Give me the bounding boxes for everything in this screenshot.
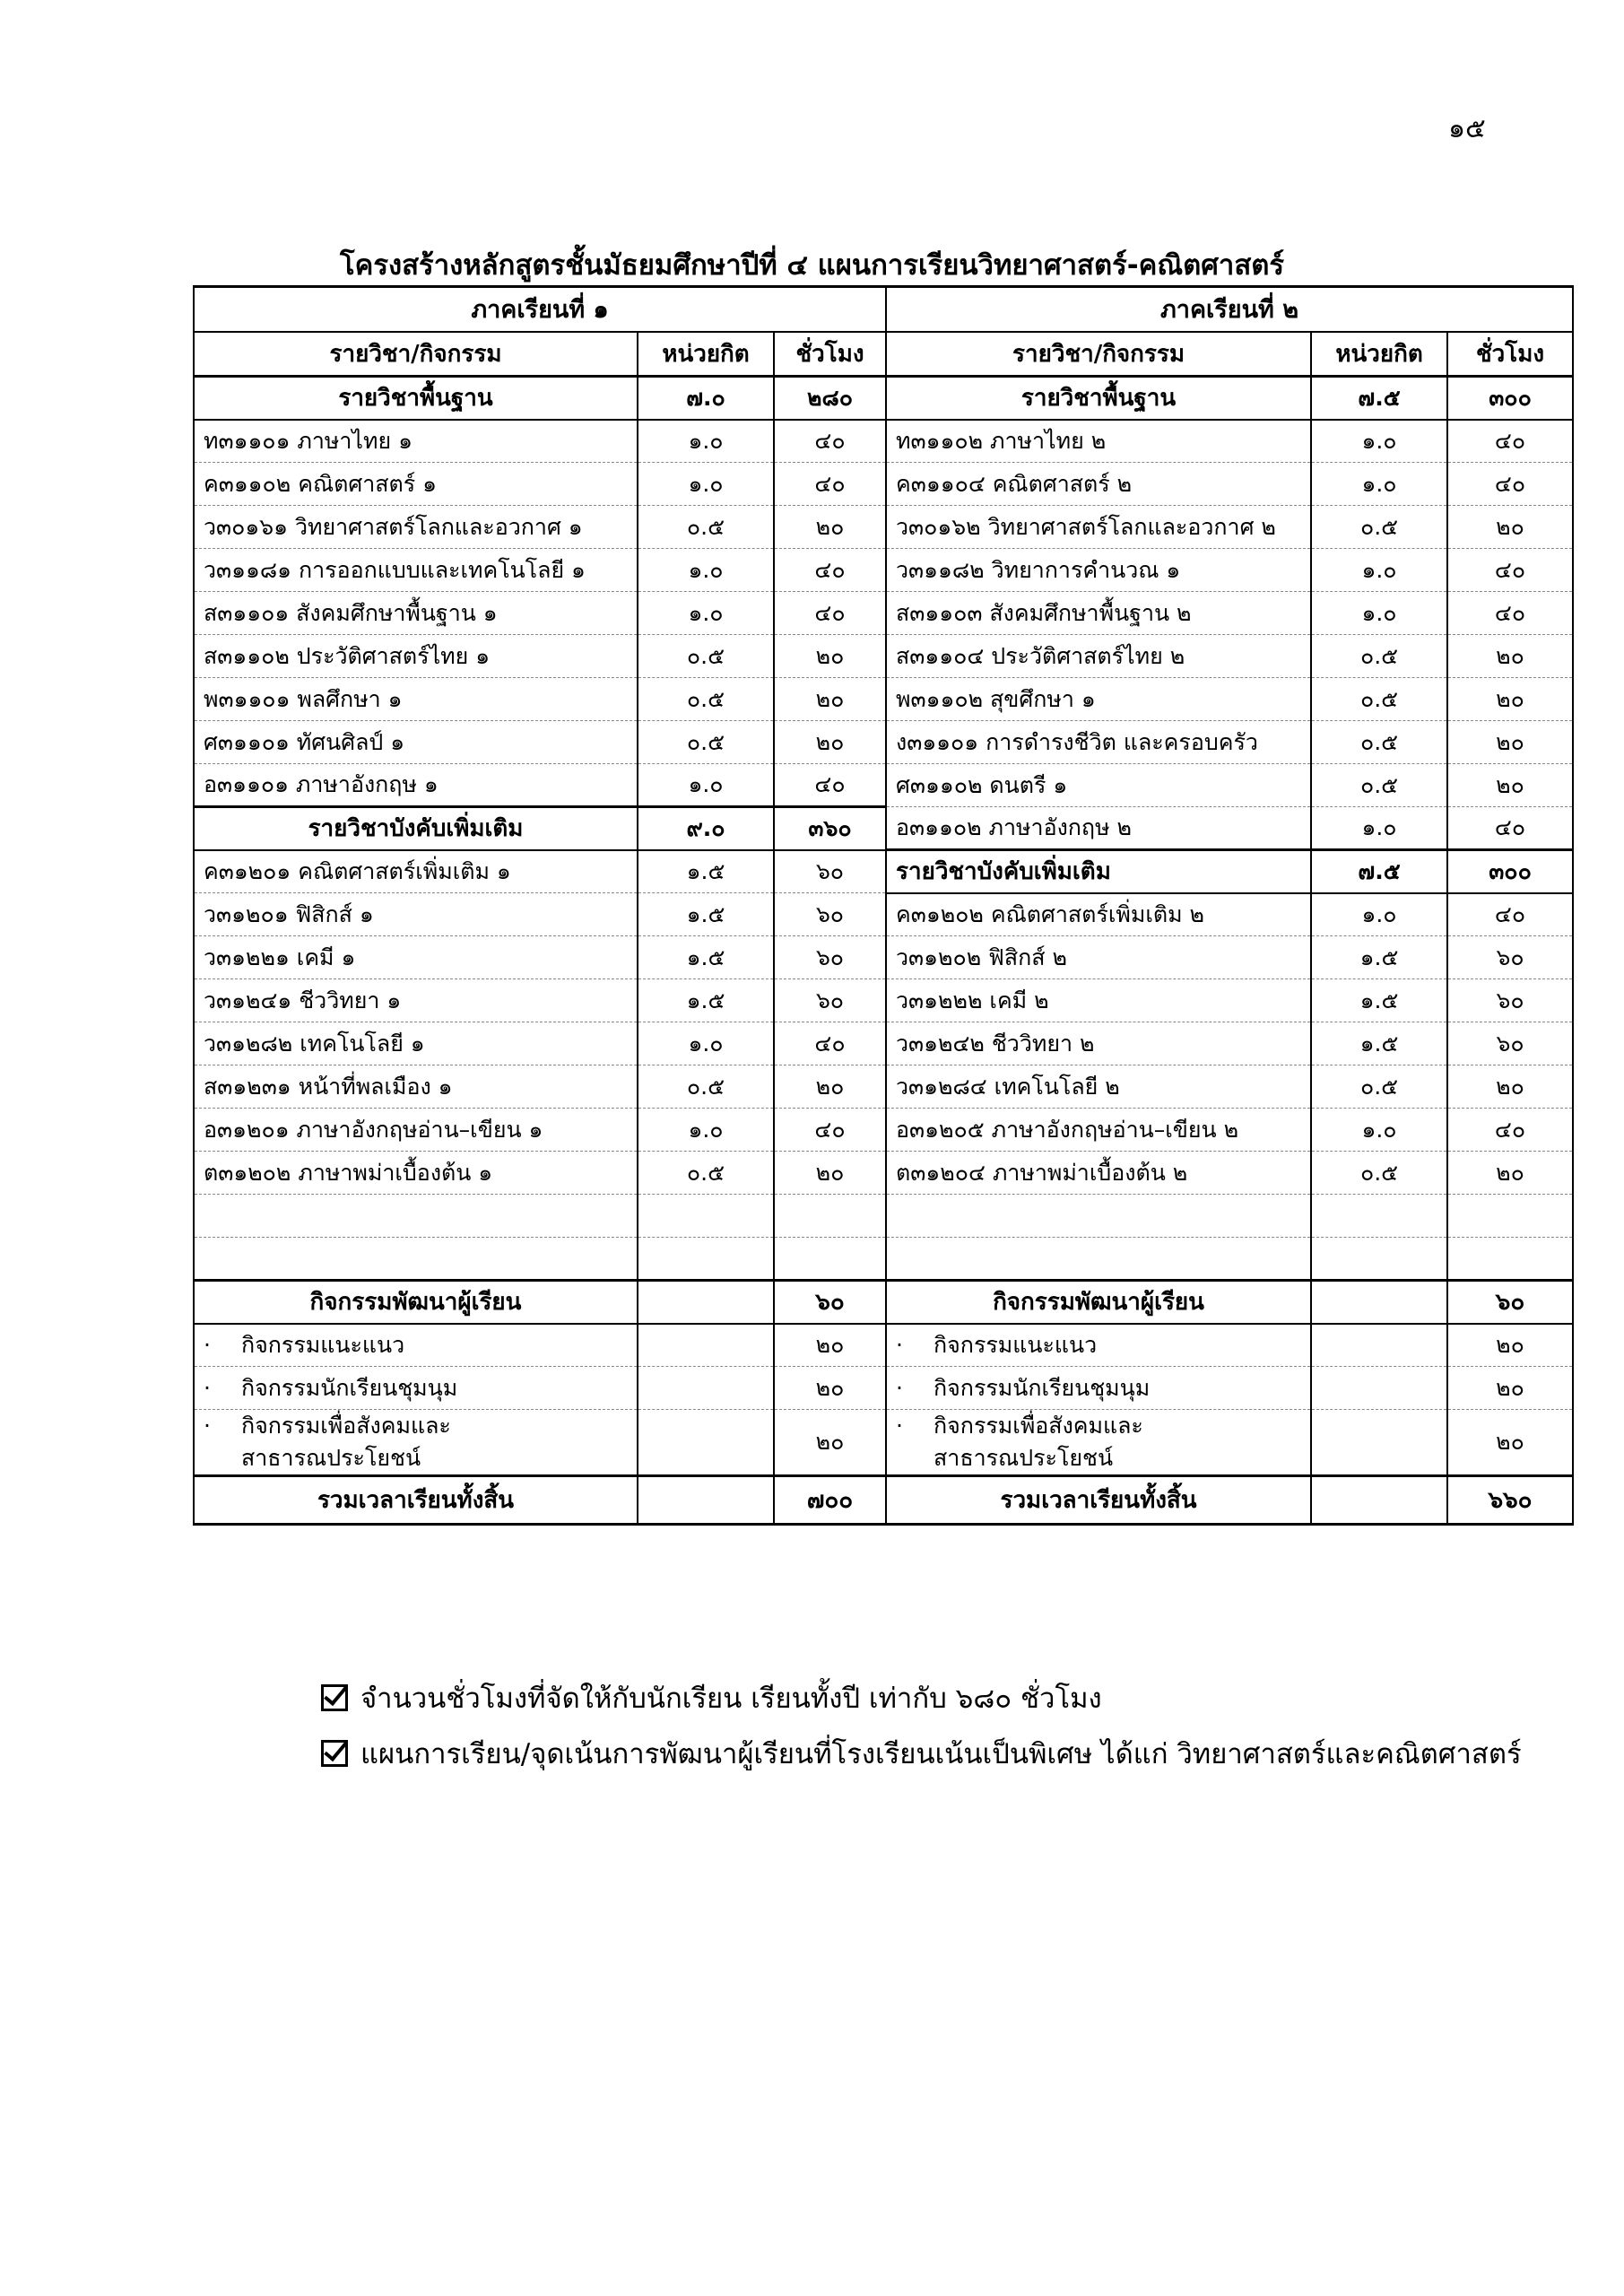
hours-s1: ๔๐: [774, 764, 886, 807]
col-credits-s2: หน่วยกิต: [1311, 332, 1447, 377]
table-row: [194, 1109, 1573, 1152]
subject-s1: ส๓๑๑๐๑ สังคมศึกษาพื้นฐาน ๑: [194, 592, 638, 635]
note-focus: [321, 1726, 1522, 1781]
note-text: จำนวนชั่วโมงที่จัดให้กับนักเรียน เรียนทั้งปี เท่ากับ ๖๘๐ ชั่วโมง: [360, 1683, 1102, 1715]
credits-s2: ๑.๐: [1311, 463, 1447, 506]
col-subject-s1: รายวิชา/กิจกรรม: [194, 332, 638, 377]
table-row: [194, 1195, 1573, 1238]
subject-s2: ว๓๑๒๒๒ เคมี ๒: [886, 979, 1311, 1022]
credits-s2: ๑.๕: [1311, 979, 1447, 1022]
activity-row-club: [194, 1367, 1573, 1410]
credits-s2: ๗.๕: [1311, 377, 1447, 420]
hours-s1: ๒๐: [774, 506, 886, 549]
table-row: [194, 549, 1573, 592]
activity-club-hours-s2: ๒๐: [1447, 1367, 1573, 1410]
subject-s2: ส๓๑๑๐๓ สังคมศึกษาพื้นฐาน ๒: [886, 592, 1311, 635]
col-hours-s2: ชั่วโมง: [1447, 332, 1573, 377]
total-row: [194, 1476, 1573, 1525]
hours-s2: ๔๐: [1447, 807, 1573, 850]
subject-s1: อ๓๑๒๐๑ ภาษาอังกฤษอ่าน–เขียน ๑: [194, 1109, 638, 1152]
subject-s2: ต๓๑๒๐๔ ภาษาพม่าเบื้องต้น ๒: [886, 1152, 1311, 1195]
subject-s1: ว๓๑๒๘๒ เทคโนโลยี ๑: [194, 1022, 638, 1065]
credits-s2: ๑.๕: [1311, 936, 1447, 979]
subject-s1: ท๓๑๑๐๑ ภาษาไทย ๑: [194, 420, 638, 463]
credits-s1: ๑.๕: [638, 850, 774, 893]
hours-s2: ๖๐: [1447, 936, 1573, 979]
credits-s1: ๐.๕: [638, 678, 774, 721]
credits-s1: ๑.๕: [638, 893, 774, 936]
credits-s1: ๐.๕: [638, 506, 774, 549]
credits-s2: ๐.๕: [1311, 764, 1447, 807]
table-row: [194, 850, 1573, 893]
hours-s1: ๒๐: [774, 635, 886, 678]
subject-s1: ว๓๑๑๘๑ การออกแบบและเทคโนโลยี ๑: [194, 549, 638, 592]
activity-social-s2: [886, 1410, 1311, 1476]
activity-label: กิจกรรมนักเรียนชุมนุม: [934, 1374, 1151, 1401]
credits-s2: ๑.๐: [1311, 420, 1447, 463]
activity-label-cont: สาธารณประโยชน์: [241, 1445, 421, 1471]
activities-hours-s2: ๖๐: [1447, 1281, 1573, 1324]
hours-s2: ๓๐๐: [1447, 850, 1573, 893]
table-row: [194, 506, 1573, 549]
activity-label: กิจกรรมเพื่อสังคมและ: [934, 1413, 1143, 1439]
hours-s2: ๖๐: [1447, 979, 1573, 1022]
credits-s2: ๑.๐: [1311, 893, 1447, 936]
credits-s2: ๐.๕: [1311, 678, 1447, 721]
credits-s1: ๐.๕: [638, 1065, 774, 1109]
subject-s1: ต๓๑๒๐๒ ภาษาพม่าเบื้องต้น ๑: [194, 1152, 638, 1195]
bullet: ·: [204, 1331, 211, 1358]
hours-s2: ๔๐: [1447, 1109, 1573, 1152]
hours-s1: ๖๐: [774, 850, 886, 893]
checked-checkbox-icon: [321, 1740, 348, 1767]
credits-s1: ๑.๐: [638, 1109, 774, 1152]
hours-s1: ๓๖๐: [774, 807, 886, 850]
notes: [321, 1670, 1522, 1781]
subject-s2: ค๓๑๒๐๒ คณิตศาสตร์เพิ่มเติม ๒: [886, 893, 1311, 936]
credits-s1: ๑.๐: [638, 592, 774, 635]
subject-s1: ส๓๑๒๓๑ หน้าที่พลเมือง ๑: [194, 1065, 638, 1109]
credits-s2: [1311, 1195, 1447, 1238]
subject-s1: ว๓๑๒๒๑ เคมี ๑: [194, 936, 638, 979]
credits-s1: ๑.๐: [638, 764, 774, 807]
table-row: [194, 979, 1573, 1022]
bullet: ·: [896, 1374, 903, 1401]
credits-s2: ๐.๕: [1311, 635, 1447, 678]
table-row: [194, 420, 1573, 463]
activity-social-s1: [194, 1410, 638, 1476]
subject-s2: ว๓๑๒๔๒ ชีววิทยา ๒: [886, 1022, 1311, 1065]
subject-s1: ส๓๑๑๐๒ ประวัติศาสตร์ไทย ๑: [194, 635, 638, 678]
col-credits-s1: หน่วยกิต: [638, 332, 774, 377]
subject-s1: อ๓๑๑๐๑ ภาษาอังกฤษ ๑: [194, 764, 638, 807]
note-text: แผนการเรียน/จุดเน้นการพัฒนาผู้เรียนที่โรงเรียนเน้นเป็นพิเศษ ได้แก่ วิทยาศาสตร์และคณิตศาสตร์: [360, 1738, 1522, 1770]
subject-s1: พ๓๑๑๐๑ พลศึกษา ๑: [194, 678, 638, 721]
credits-s2: ๐.๕: [1311, 1065, 1447, 1109]
table-row: [194, 721, 1573, 764]
activity-row-guidance: [194, 1324, 1573, 1367]
table-row: [194, 1238, 1573, 1281]
subject-s2: ง๓๑๑๐๑ การดำรงชีวิต และครอบครัว: [886, 721, 1311, 764]
credits-s2: ๐.๕: [1311, 721, 1447, 764]
activity-label: กิจกรรมแนะแนว: [934, 1331, 1098, 1358]
subject-s1: ค๓๑๑๐๒ คณิตศาสตร์ ๑: [194, 463, 638, 506]
hours-s1: ๔๐: [774, 1109, 886, 1152]
subject-s2: ท๓๑๑๐๒ ภาษาไทย ๒: [886, 420, 1311, 463]
credits-s1: ๑.๐: [638, 463, 774, 506]
total-hours-s2: ๖๖๐: [1447, 1476, 1573, 1525]
activities-credits-s2: [1311, 1281, 1447, 1324]
subject-s2: ว๓๑๒๐๒ ฟิสิกส์ ๒: [886, 936, 1311, 979]
hours-s2: ๒๐: [1447, 764, 1573, 807]
activities-header-s1: กิจกรรมพัฒนาผู้เรียน: [194, 1281, 638, 1324]
col-subject-s2: รายวิชา/กิจกรรม: [886, 332, 1311, 377]
hours-s2: [1447, 1238, 1573, 1281]
hours-s2: ๒๐: [1447, 1065, 1573, 1109]
note-hours: [321, 1670, 1522, 1726]
credits-s1: [638, 1238, 774, 1281]
table-row: [194, 1065, 1573, 1109]
hours-s1: ๔๐: [774, 549, 886, 592]
semester-2-header: ภาคเรียนที่ ๒: [886, 287, 1573, 332]
activity-label: กิจกรรมนักเรียนชุมนุม: [241, 1374, 458, 1401]
subject-s1: [194, 1195, 638, 1238]
hours-s2: ๔๐: [1447, 592, 1573, 635]
activity-guidance-s1: [194, 1324, 638, 1367]
subject-s2: พ๓๑๑๐๒ สุขศึกษา ๑: [886, 678, 1311, 721]
credits-s2: ๑.๐: [1311, 1109, 1447, 1152]
table-row: [194, 377, 1573, 420]
subject-s2: ศ๓๑๑๐๒ ดนตรี ๑: [886, 764, 1311, 807]
column-header-row: [194, 332, 1573, 377]
credits-s2: [1311, 1238, 1447, 1281]
hours-s2: [1447, 1195, 1573, 1238]
hours-s2: ๓๐๐: [1447, 377, 1573, 420]
activities-header-row: [194, 1281, 1573, 1324]
bullet: ·: [896, 1331, 903, 1358]
credits-s1: ๐.๕: [638, 1152, 774, 1195]
hours-s2: ๔๐: [1447, 549, 1573, 592]
credits-s2: ๑.๐: [1311, 807, 1447, 850]
hours-s2: ๖๐: [1447, 1022, 1573, 1065]
activities-credits-s1: [638, 1281, 774, 1324]
activity-guidance-s2: [886, 1324, 1311, 1367]
table-row: [194, 936, 1573, 979]
subject-s2: อ๓๑๒๐๕ ภาษาอังกฤษอ่าน–เขียน ๒: [886, 1109, 1311, 1152]
credits-s1: ๑.๕: [638, 936, 774, 979]
credits-s1: ๙.๐: [638, 807, 774, 850]
hours-s1: ๔๐: [774, 592, 886, 635]
subject-s1: ค๓๑๒๐๑ คณิตศาสตร์เพิ่มเติม ๑: [194, 850, 638, 893]
subject-s1: ว๓๑๒๔๑ ชีววิทยา ๑: [194, 979, 638, 1022]
credits-s2: ๗.๕: [1311, 850, 1447, 893]
hours-s1: ๔๐: [774, 1022, 886, 1065]
credits-s1: [638, 1195, 774, 1238]
hours-s1: ๔๐: [774, 463, 886, 506]
table-row: [194, 592, 1573, 635]
table-row: [194, 635, 1573, 678]
subject-s2: [886, 1238, 1311, 1281]
bullet: ·: [204, 1374, 211, 1401]
activities-hours-s1: ๖๐: [774, 1281, 886, 1324]
hours-s1: ๒๐: [774, 721, 886, 764]
table-row: [194, 463, 1573, 506]
subject-s2: ว๓๑๑๘๒ วิทยาการคำนวณ ๑: [886, 549, 1311, 592]
table-row: [194, 893, 1573, 936]
credits-s1: ๑.๐: [638, 549, 774, 592]
hours-s2: ๒๐: [1447, 678, 1573, 721]
activity-guidance-hours-s2: ๒๐: [1447, 1324, 1573, 1367]
hours-s1: ๖๐: [774, 979, 886, 1022]
credits-s1: ๐.๕: [638, 635, 774, 678]
credits-s1: ๑.๐: [638, 420, 774, 463]
activity-label: กิจกรรมแนะแนว: [241, 1331, 405, 1358]
col-hours-s1: ชั่วโมง: [774, 332, 886, 377]
subject-s2: ว๓๑๒๘๔ เทคโนโลยี ๒: [886, 1065, 1311, 1109]
subject-s1: ว๓๐๑๖๑ วิทยาศาสตร์โลกและอวกาศ ๑: [194, 506, 638, 549]
activity-label: กิจกรรมเพื่อสังคมและ: [241, 1413, 451, 1439]
subject-group-s1: รายวิชาบังคับเพิ่มเติม: [194, 807, 638, 850]
hours-s1: ๒๐: [774, 1065, 886, 1109]
activity-social-hours-s2: ๒๐: [1447, 1410, 1573, 1476]
activity-social-hours-s1: ๒๐: [774, 1410, 886, 1476]
activity-label-cont: สาธารณประโยชน์: [934, 1445, 1114, 1471]
hours-s2: ๔๐: [1447, 893, 1573, 936]
subject-s1: ศ๓๑๑๐๑ ทัศนศิลป์ ๑: [194, 721, 638, 764]
activity-club-s2: [886, 1367, 1311, 1410]
activity-guidance-hours-s1: ๒๐: [774, 1324, 886, 1367]
subject-s2: ค๓๑๑๐๔ คณิตศาสตร์ ๒: [886, 463, 1311, 506]
bullet: ·: [896, 1413, 903, 1439]
hours-s2: ๔๐: [1447, 420, 1573, 463]
credits-s2: ๐.๕: [1311, 1152, 1447, 1195]
total-hours-s1: ๗๐๐: [774, 1476, 886, 1525]
semester-header-row: [194, 287, 1573, 332]
subject-s2: ส๓๑๑๐๔ ประวัติศาสตร์ไทย ๒: [886, 635, 1311, 678]
credits-s1: ๑.๕: [638, 979, 774, 1022]
subject-s1: [194, 1238, 638, 1281]
hours-s2: ๒๐: [1447, 721, 1573, 764]
table-row: [194, 678, 1573, 721]
hours-s1: ๒๘๐: [774, 377, 886, 420]
document-title: โครงสร้างหลักสูตรชั้นมัธยมศึกษาปีที่ ๔ แผนการเรียนวิทยาศาสตร์-คณิตศาสตร์: [339, 249, 1285, 282]
credits-s1: ๗.๐: [638, 377, 774, 420]
curriculum-table: [193, 285, 1574, 1526]
total-label-s1: รวมเวลาเรียนทั้งสิ้น: [194, 1476, 638, 1525]
hours-s2: ๒๐: [1447, 506, 1573, 549]
hours-s1: [774, 1238, 886, 1281]
credits-s2: ๑.๕: [1311, 1022, 1447, 1065]
subject-s2: [886, 1195, 1311, 1238]
subject-s2: ว๓๐๑๖๒ วิทยาศาสตร์โลกและอวกาศ ๒: [886, 506, 1311, 549]
semester-1-header: ภาคเรียนที่ ๑: [194, 287, 886, 332]
hours-s1: ๔๐: [774, 420, 886, 463]
subject-s1: ว๓๑๒๐๑ ฟิสิกส์ ๑: [194, 893, 638, 936]
credits-s2: ๑.๐: [1311, 549, 1447, 592]
hours-s1: ๖๐: [774, 936, 886, 979]
subject-group-s2: รายวิชาพื้นฐาน: [886, 377, 1311, 420]
total-label-s2: รวมเวลาเรียนทั้งสิ้น: [886, 1476, 1311, 1525]
activities-header-s2: กิจกรรมพัฒนาผู้เรียน: [886, 1281, 1311, 1324]
table-row: [194, 764, 1573, 807]
hours-s2: ๒๐: [1447, 635, 1573, 678]
credits-s1: ๐.๕: [638, 721, 774, 764]
hours-s1: ๒๐: [774, 1152, 886, 1195]
hours-s2: ๔๐: [1447, 463, 1573, 506]
table-row: [194, 1152, 1573, 1195]
hours-s1: [774, 1195, 886, 1238]
page-number: ๑๕: [1448, 113, 1486, 144]
credits-s2: ๐.๕: [1311, 506, 1447, 549]
subject-group-s2: รายวิชาบังคับเพิ่มเติม: [886, 850, 1311, 893]
activity-club-s1: [194, 1367, 638, 1410]
table-row: [194, 1022, 1573, 1065]
activity-club-hours-s1: ๒๐: [774, 1367, 886, 1410]
credits-s1: ๑.๐: [638, 1022, 774, 1065]
hours-s1: ๖๐: [774, 893, 886, 936]
hours-s2: ๒๐: [1447, 1152, 1573, 1195]
bullet: ·: [204, 1413, 211, 1439]
activity-row-social: [194, 1410, 1573, 1476]
checked-checkbox-icon: [321, 1684, 348, 1711]
subject-group-s1: รายวิชาพื้นฐาน: [194, 377, 638, 420]
subject-s2: อ๓๑๑๐๒ ภาษาอังกฤษ ๒: [886, 807, 1311, 850]
hours-s1: ๒๐: [774, 678, 886, 721]
credits-s2: ๑.๐: [1311, 592, 1447, 635]
table-row: [194, 807, 1573, 850]
